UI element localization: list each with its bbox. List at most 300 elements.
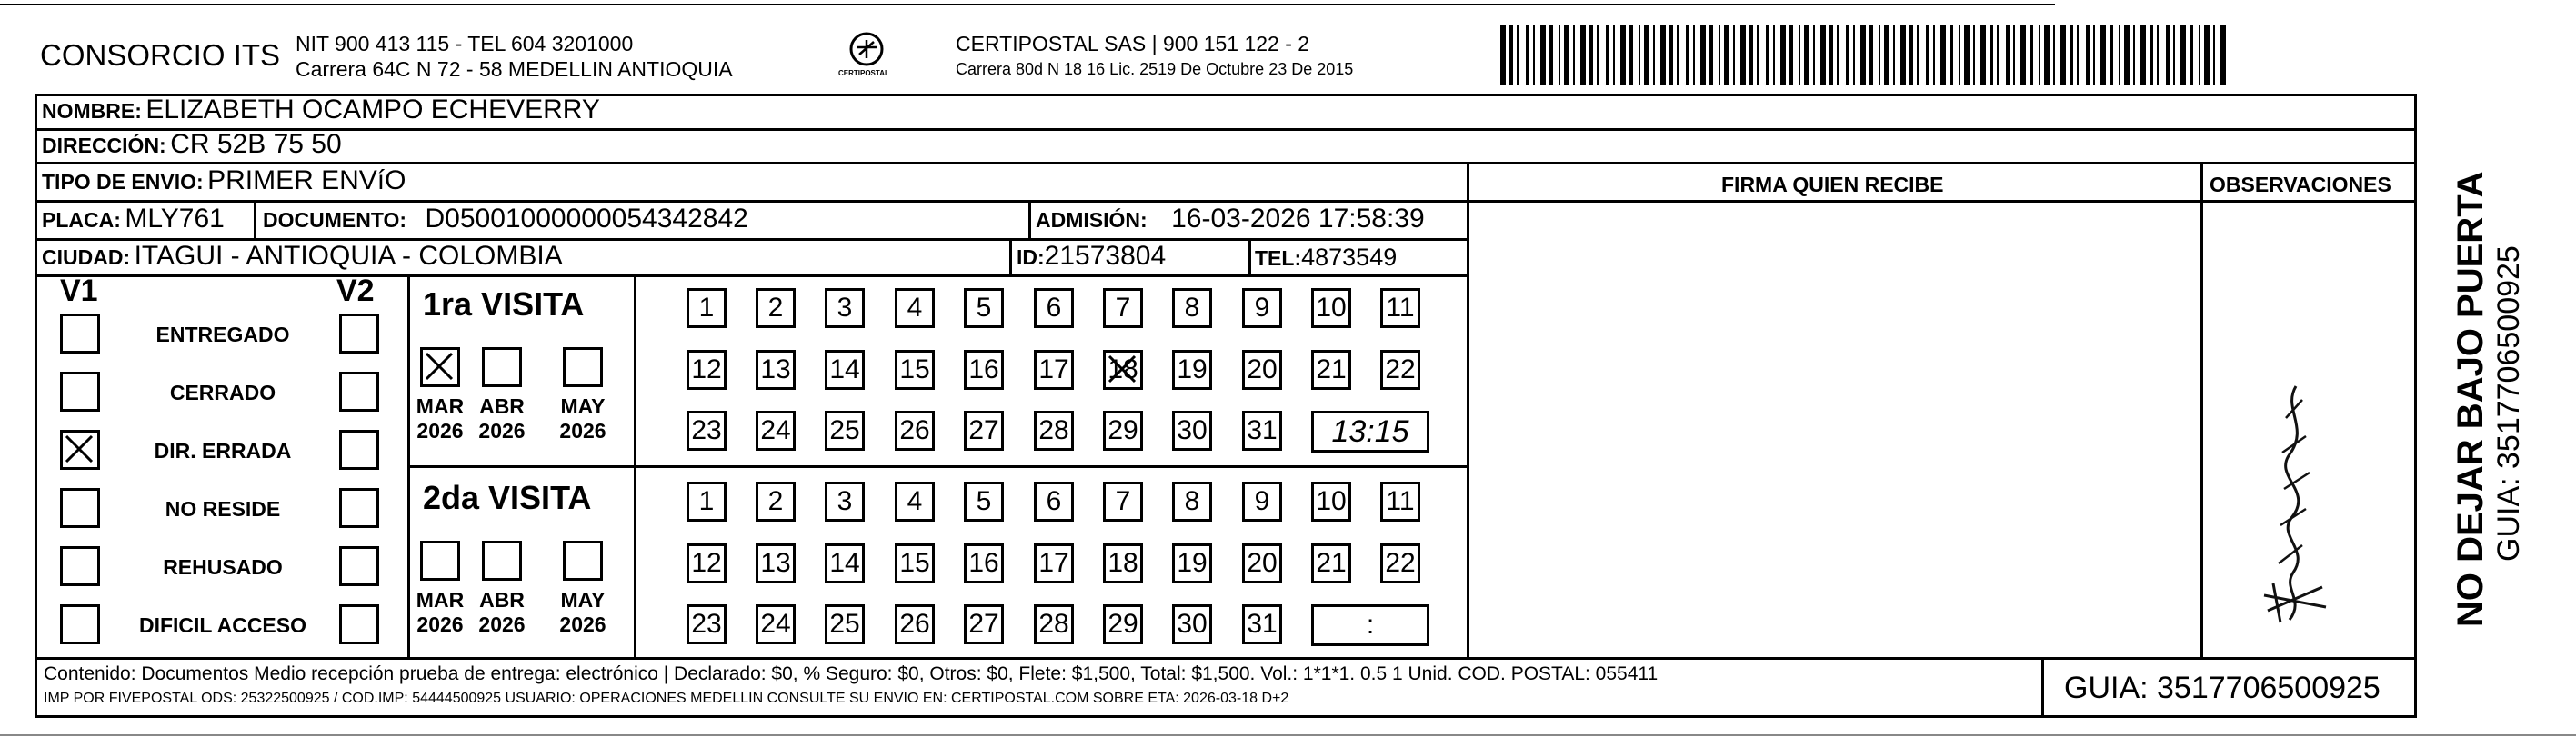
v2-checkbox — [339, 546, 379, 586]
name-label: NOMBRE: — [42, 99, 142, 123]
month-label — [470, 588, 534, 637]
day-box — [1034, 288, 1074, 328]
day-box — [1103, 482, 1143, 522]
day-number: 18 — [1108, 354, 1138, 384]
day-box — [1034, 350, 1074, 390]
barcode-bar — [1709, 25, 1713, 85]
barcode-bar — [1533, 25, 1535, 85]
id-value: 21573804 — [1044, 241, 1167, 271]
barcode-bar — [1733, 25, 1735, 85]
day-number: 5 — [976, 293, 992, 323]
day-box — [1380, 482, 1420, 522]
day-number: 28 — [1038, 609, 1069, 639]
day-box — [964, 288, 1004, 328]
month-name: MAR — [416, 394, 465, 418]
status-option-label: DIR. ERRADA — [154, 439, 292, 463]
shipment-field — [42, 165, 406, 196]
day-box — [1311, 350, 1351, 390]
day-number: 7 — [1115, 486, 1131, 516]
day-box — [1242, 288, 1282, 328]
day-box — [1380, 288, 1420, 328]
month-label — [551, 394, 615, 443]
barcode-bar — [2044, 25, 2050, 85]
day-number: 4 — [907, 293, 923, 323]
admission-field — [1036, 204, 1425, 234]
day-box — [1103, 288, 1143, 328]
day-box — [895, 350, 935, 390]
admission-label: ADMISIÓN: — [1036, 208, 1148, 232]
barcode-bar — [1719, 25, 1720, 85]
visit-title: 2da VISITA — [423, 479, 592, 516]
divider — [254, 200, 256, 238]
check-mark-icon — [423, 350, 457, 384]
day-number: 6 — [1046, 293, 1062, 323]
day-box — [1172, 604, 1212, 644]
barcode-bar — [1804, 25, 1809, 85]
barcode-bar — [1789, 25, 1793, 85]
v2-checkbox — [339, 488, 379, 528]
day-number: 16 — [968, 354, 999, 384]
day-box — [1380, 543, 1420, 583]
barcode-bar — [2204, 25, 2210, 85]
barcode-bar — [1620, 25, 1626, 85]
day-box — [825, 604, 865, 644]
day-number: 3 — [837, 293, 853, 323]
day-box — [756, 350, 796, 390]
id-label: ID: — [1017, 245, 1045, 269]
day-number: 9 — [1254, 486, 1270, 516]
day-box — [1311, 543, 1351, 583]
day-box — [825, 482, 865, 522]
no-door-warning: NO DEJAR BAJO PUERTA — [2451, 171, 2491, 627]
day-box — [687, 482, 727, 522]
document-field — [263, 204, 748, 234]
month-name: MAY — [560, 588, 606, 612]
barcode-bar — [1940, 25, 1946, 85]
barcode-bar — [1964, 25, 1970, 85]
barcode-bar — [1653, 25, 1655, 85]
day-number: 2 — [767, 293, 784, 323]
month-year: 2026 — [559, 419, 606, 443]
plate-value: MLY761 — [125, 204, 225, 234]
barcode-bar — [2124, 25, 2130, 85]
address-label: DIRECCIÓN: — [42, 134, 166, 157]
barcode-bar — [2199, 25, 2200, 85]
day-number: 23 — [691, 609, 722, 639]
day-number: 18 — [1108, 548, 1138, 578]
day-box — [1172, 543, 1212, 583]
day-box — [756, 288, 796, 328]
v1-checkbox — [60, 314, 100, 354]
day-number: 17 — [1038, 354, 1069, 384]
day-number: 5 — [976, 486, 992, 516]
day-box — [1103, 604, 1143, 644]
v2-label: V2 — [336, 274, 375, 308]
day-number: 22 — [1385, 548, 1416, 578]
barcode-bar — [1660, 25, 1666, 85]
address-field — [42, 129, 342, 160]
day-number: 19 — [1177, 354, 1208, 384]
barcode-bar — [1693, 25, 1695, 85]
address-value: CR 52B 75 50 — [170, 129, 342, 159]
barcode-bar — [2213, 25, 2215, 85]
barcode-bar — [1853, 25, 1855, 85]
month-name: MAY — [560, 394, 606, 418]
barcode-bar — [1869, 25, 1873, 85]
day-box — [756, 543, 796, 583]
day-number: 16 — [968, 548, 999, 578]
month-label — [551, 588, 615, 637]
barcode-bar — [1597, 25, 1599, 85]
signature-header: FIRMA QUIEN RECIBE — [1721, 173, 1944, 196]
day-box — [964, 482, 1004, 522]
barcode-bar — [2086, 25, 2090, 85]
month-checkbox — [563, 541, 603, 581]
barcode-bar — [1860, 25, 1866, 85]
day-box — [825, 411, 865, 451]
shipment-value: PRIMER ENVíO — [207, 165, 406, 195]
barcode-bar — [1629, 25, 1633, 85]
v1-checkbox — [60, 372, 100, 412]
status-option-label: CERRADO — [169, 381, 276, 404]
barcode-bar — [2110, 25, 2113, 85]
day-number: 9 — [1254, 293, 1270, 323]
month-year: 2026 — [416, 419, 464, 443]
barcode-bar — [1980, 25, 1986, 85]
day-box — [1172, 350, 1212, 390]
divider — [35, 128, 2417, 131]
shipment-label: TIPO DE ENVIO: — [42, 170, 204, 194]
barcode-bar — [2140, 25, 2146, 85]
day-number: 15 — [899, 354, 930, 384]
check-mark-icon — [63, 433, 97, 467]
barcode-bar — [2220, 25, 2226, 85]
divider — [35, 274, 1469, 277]
barcode-bar — [1757, 25, 1759, 85]
day-number: 13 — [760, 548, 791, 578]
day-box — [825, 350, 865, 390]
day-box — [1242, 350, 1282, 390]
barcode-bar — [2150, 25, 2153, 85]
day-number: 22 — [1385, 354, 1416, 384]
month-year: 2026 — [478, 419, 526, 443]
day-number: 12 — [691, 548, 722, 578]
day-number: 20 — [1247, 548, 1278, 578]
visit-title: 1ra VISITA — [423, 285, 585, 323]
day-number: 26 — [899, 609, 930, 639]
month-checkbox — [563, 347, 603, 387]
day-number: 23 — [691, 415, 722, 445]
day-number: 19 — [1177, 548, 1208, 578]
day-number: 20 — [1247, 354, 1278, 384]
divider — [1248, 238, 1251, 274]
barcode-bar — [2100, 25, 2106, 85]
barcode-bar — [2166, 25, 2170, 85]
tel-label: TEL: — [1255, 246, 1302, 270]
day-box — [1311, 288, 1351, 328]
barcode-bar — [1917, 25, 1919, 85]
printing-line: IMP POR FIVEPOSTAL ODS: 25322500925 / COD.IMP: 54444500925 USUARIO: OPERACIONES MEDELLIN CONSULTE SU ENVIO EN: CERTIPOSTAL.COM SOBRE ETA: 2026-03-18 D+2 — [44, 691, 1289, 706]
day-number: 11 — [1386, 486, 1415, 516]
day-box — [756, 604, 796, 644]
barcode — [1500, 25, 2233, 85]
city-value: ITAGUI - ANTIOQUIA - COLOMBIA — [134, 241, 563, 271]
month-year: 2026 — [416, 613, 464, 636]
barcode-bar — [1724, 25, 1729, 85]
footer-guide: GUIA: 3517706500925 — [2064, 671, 2381, 705]
day-number: 30 — [1177, 415, 1208, 445]
day-box — [964, 604, 1004, 644]
day-box — [756, 411, 796, 451]
certipostal-logo — [835, 29, 898, 85]
month-year: 2026 — [559, 613, 606, 636]
barcode-bar — [2013, 25, 2015, 85]
v2-checkbox — [339, 604, 379, 644]
day-number: 24 — [760, 415, 791, 445]
name-field — [42, 95, 600, 125]
day-box — [825, 288, 865, 328]
day-number: 1 — [698, 486, 715, 516]
day-number: 31 — [1247, 609, 1278, 639]
document-label: DOCUMENTO: — [263, 208, 407, 232]
barcode-bar — [2173, 25, 2175, 85]
barcode-bar — [2006, 25, 2010, 85]
barcode-bar — [1766, 25, 1769, 85]
barcode-bar — [1740, 25, 1746, 85]
barcode-bar — [1580, 25, 1586, 85]
barcode-bar — [2119, 25, 2120, 85]
day-number: 15 — [899, 548, 930, 578]
month-checkbox — [482, 541, 522, 581]
logo-text: CERTIPOSTAL — [838, 69, 889, 77]
barcode-bar — [1606, 25, 1609, 85]
day-number: 17 — [1038, 548, 1069, 578]
company-nit: NIT 900 413 115 - TEL 604 3201000 — [296, 32, 634, 55]
barcode-bar — [1893, 25, 1895, 85]
day-number: 24 — [760, 609, 791, 639]
plate-field — [42, 204, 225, 234]
courier-address: Carrera 80d N 18 16 Lic. 2519 De Octubre 23 De 2015 — [956, 60, 1354, 78]
plate-label: PLACA: — [42, 208, 121, 232]
day-box — [1242, 604, 1282, 644]
day-box — [1242, 411, 1282, 451]
day-number: 12 — [691, 354, 722, 384]
time-box — [1311, 411, 1429, 453]
barcode-bar — [1997, 25, 1999, 85]
barcode-bar — [1517, 25, 1519, 85]
month-label — [408, 394, 472, 443]
barcode-bar — [2190, 25, 2193, 85]
v2-checkbox — [339, 430, 379, 470]
day-box — [825, 543, 865, 583]
time-value: : — [1366, 610, 1375, 640]
barcode-bar — [1780, 25, 1786, 85]
day-number: 6 — [1046, 486, 1062, 516]
day-number: 21 — [1316, 354, 1347, 384]
barcode-bar — [1749, 25, 1753, 85]
day-box — [1034, 604, 1074, 644]
day-number: 11 — [1386, 293, 1415, 323]
side-guide: GUIA: 3517706500925 — [2491, 245, 2526, 562]
divider — [1028, 200, 1031, 238]
barcode-bar — [1933, 25, 1935, 85]
barcode-bar — [2157, 25, 2159, 85]
barcode-bar — [1820, 25, 1826, 85]
day-box — [687, 411, 727, 451]
day-box — [1172, 482, 1212, 522]
day-number: 29 — [1108, 609, 1138, 639]
divider — [1467, 162, 1469, 659]
month-checkbox — [482, 347, 522, 387]
day-box — [1034, 411, 1074, 451]
day-number: 4 — [907, 486, 923, 516]
day-box — [1034, 482, 1074, 522]
day-number: 8 — [1184, 293, 1200, 323]
barcode-bar — [1540, 25, 1546, 85]
barcode-bar — [1526, 25, 1529, 85]
barcode-bar — [1879, 25, 1880, 85]
month-name: MAR — [416, 588, 465, 612]
day-box — [964, 411, 1004, 451]
day-box — [1103, 411, 1143, 451]
time-box — [1311, 604, 1429, 646]
barcode-bar — [1990, 25, 1993, 85]
status-option-label: NO RESIDE — [165, 497, 281, 521]
month-label — [470, 394, 534, 443]
day-number: 28 — [1038, 415, 1069, 445]
day-box — [1242, 543, 1282, 583]
day-box — [1103, 350, 1143, 390]
observations-header: OBSERVACIONES — [2210, 173, 2391, 196]
divider — [35, 162, 2417, 164]
barcode-bar — [2077, 25, 2079, 85]
status-option-label: DIFICIL ACCESO — [138, 613, 306, 637]
month-name: ABR — [479, 394, 525, 418]
day-box — [964, 350, 1004, 390]
barcode-bar — [1909, 25, 1913, 85]
day-number: 14 — [829, 354, 860, 384]
day-box — [895, 604, 935, 644]
day-number: 21 — [1316, 548, 1347, 578]
check-mark-icon — [1106, 353, 1140, 387]
divider — [1009, 238, 1012, 274]
barcode-bar — [2053, 25, 2055, 85]
v1-checkbox — [60, 430, 100, 470]
barcode-bar — [1589, 25, 1593, 85]
day-number: 27 — [968, 415, 999, 445]
day-box — [895, 482, 935, 522]
barcode-bar — [1973, 25, 1975, 85]
company-name: CONSORCIO ITS — [40, 38, 281, 72]
day-number: 26 — [899, 415, 930, 445]
month-checkbox — [420, 541, 460, 581]
day-number: 25 — [829, 415, 860, 445]
day-box — [687, 543, 727, 583]
status-option-label: REHUSADO — [163, 555, 283, 579]
day-box — [1380, 350, 1420, 390]
month-checkbox — [420, 347, 460, 387]
barcode-bar — [2039, 25, 2040, 85]
barcode-bar — [1884, 25, 1889, 85]
day-number: 25 — [829, 609, 860, 639]
barcode-bar — [1549, 25, 1553, 85]
barcode-bar — [2133, 25, 2135, 85]
day-box — [1172, 288, 1212, 328]
month-name: ABR — [479, 588, 525, 612]
courier-name: CERTIPOSTAL SAS | 900 151 122 - 2 — [956, 32, 1310, 55]
time-value: 13:15 — [1331, 413, 1409, 449]
barcode-bar — [2020, 25, 2026, 85]
month-label — [408, 588, 472, 637]
v1-label: V1 — [60, 274, 98, 308]
barcode-bar — [1677, 25, 1679, 85]
day-box — [1242, 482, 1282, 522]
status-option-label: ENTREGADO — [155, 323, 290, 346]
id-field — [1017, 241, 1166, 272]
day-number: 10 — [1316, 293, 1347, 323]
barcode-bar — [1829, 25, 1833, 85]
day-box — [687, 288, 727, 328]
admission-value: 16-03-2026 17:58:39 — [1171, 204, 1425, 234]
day-number: 27 — [968, 609, 999, 639]
month-year: 2026 — [478, 613, 526, 636]
v1-checkbox — [60, 488, 100, 528]
day-number: 29 — [1108, 415, 1138, 445]
divider — [634, 274, 636, 657]
day-box — [1103, 543, 1143, 583]
barcode-bar — [1559, 25, 1560, 85]
barcode-bar — [1926, 25, 1929, 85]
barcode-bar — [1700, 25, 1706, 85]
company-address: Carrera 64C N 72 - 58 MEDELLIN ANTIOQUIA — [296, 57, 733, 81]
barcode-bar — [1509, 25, 1513, 85]
barcode-bar — [1813, 25, 1815, 85]
day-number: 3 — [837, 486, 853, 516]
top-border — [0, 4, 2055, 5]
v1-checkbox — [60, 546, 100, 586]
barcode-bar — [2030, 25, 2033, 85]
name-value: ELIZABETH OCAMPO ECHEVERRY — [145, 95, 600, 124]
day-box — [895, 288, 935, 328]
day-number: 7 — [1115, 293, 1131, 323]
day-box — [1034, 543, 1074, 583]
barcode-bar — [2180, 25, 2186, 85]
barcode-bar — [1950, 25, 1953, 85]
tel-value: 4873549 — [1301, 244, 1398, 271]
city-field — [42, 241, 563, 272]
barcode-bar — [2070, 25, 2073, 85]
day-number: 13 — [760, 354, 791, 384]
divider — [2041, 657, 2044, 718]
v2-checkbox — [339, 314, 379, 354]
bottom-border — [0, 734, 2576, 736]
day-box — [964, 543, 1004, 583]
divider — [35, 657, 2417, 660]
barcode-bar — [1613, 25, 1615, 85]
barcode-bar — [1564, 25, 1569, 85]
day-number: 8 — [1184, 486, 1200, 516]
barcode-bar — [1799, 25, 1800, 85]
barcode-bar — [1644, 25, 1649, 85]
barcode-bar — [1686, 25, 1689, 85]
day-number: 2 — [767, 486, 784, 516]
barcode-bar — [1669, 25, 1673, 85]
day-number: 14 — [829, 548, 860, 578]
day-number: 1 — [698, 293, 715, 323]
v1-checkbox — [60, 604, 100, 644]
barcode-bar — [1500, 25, 1506, 85]
divider — [2200, 162, 2203, 659]
